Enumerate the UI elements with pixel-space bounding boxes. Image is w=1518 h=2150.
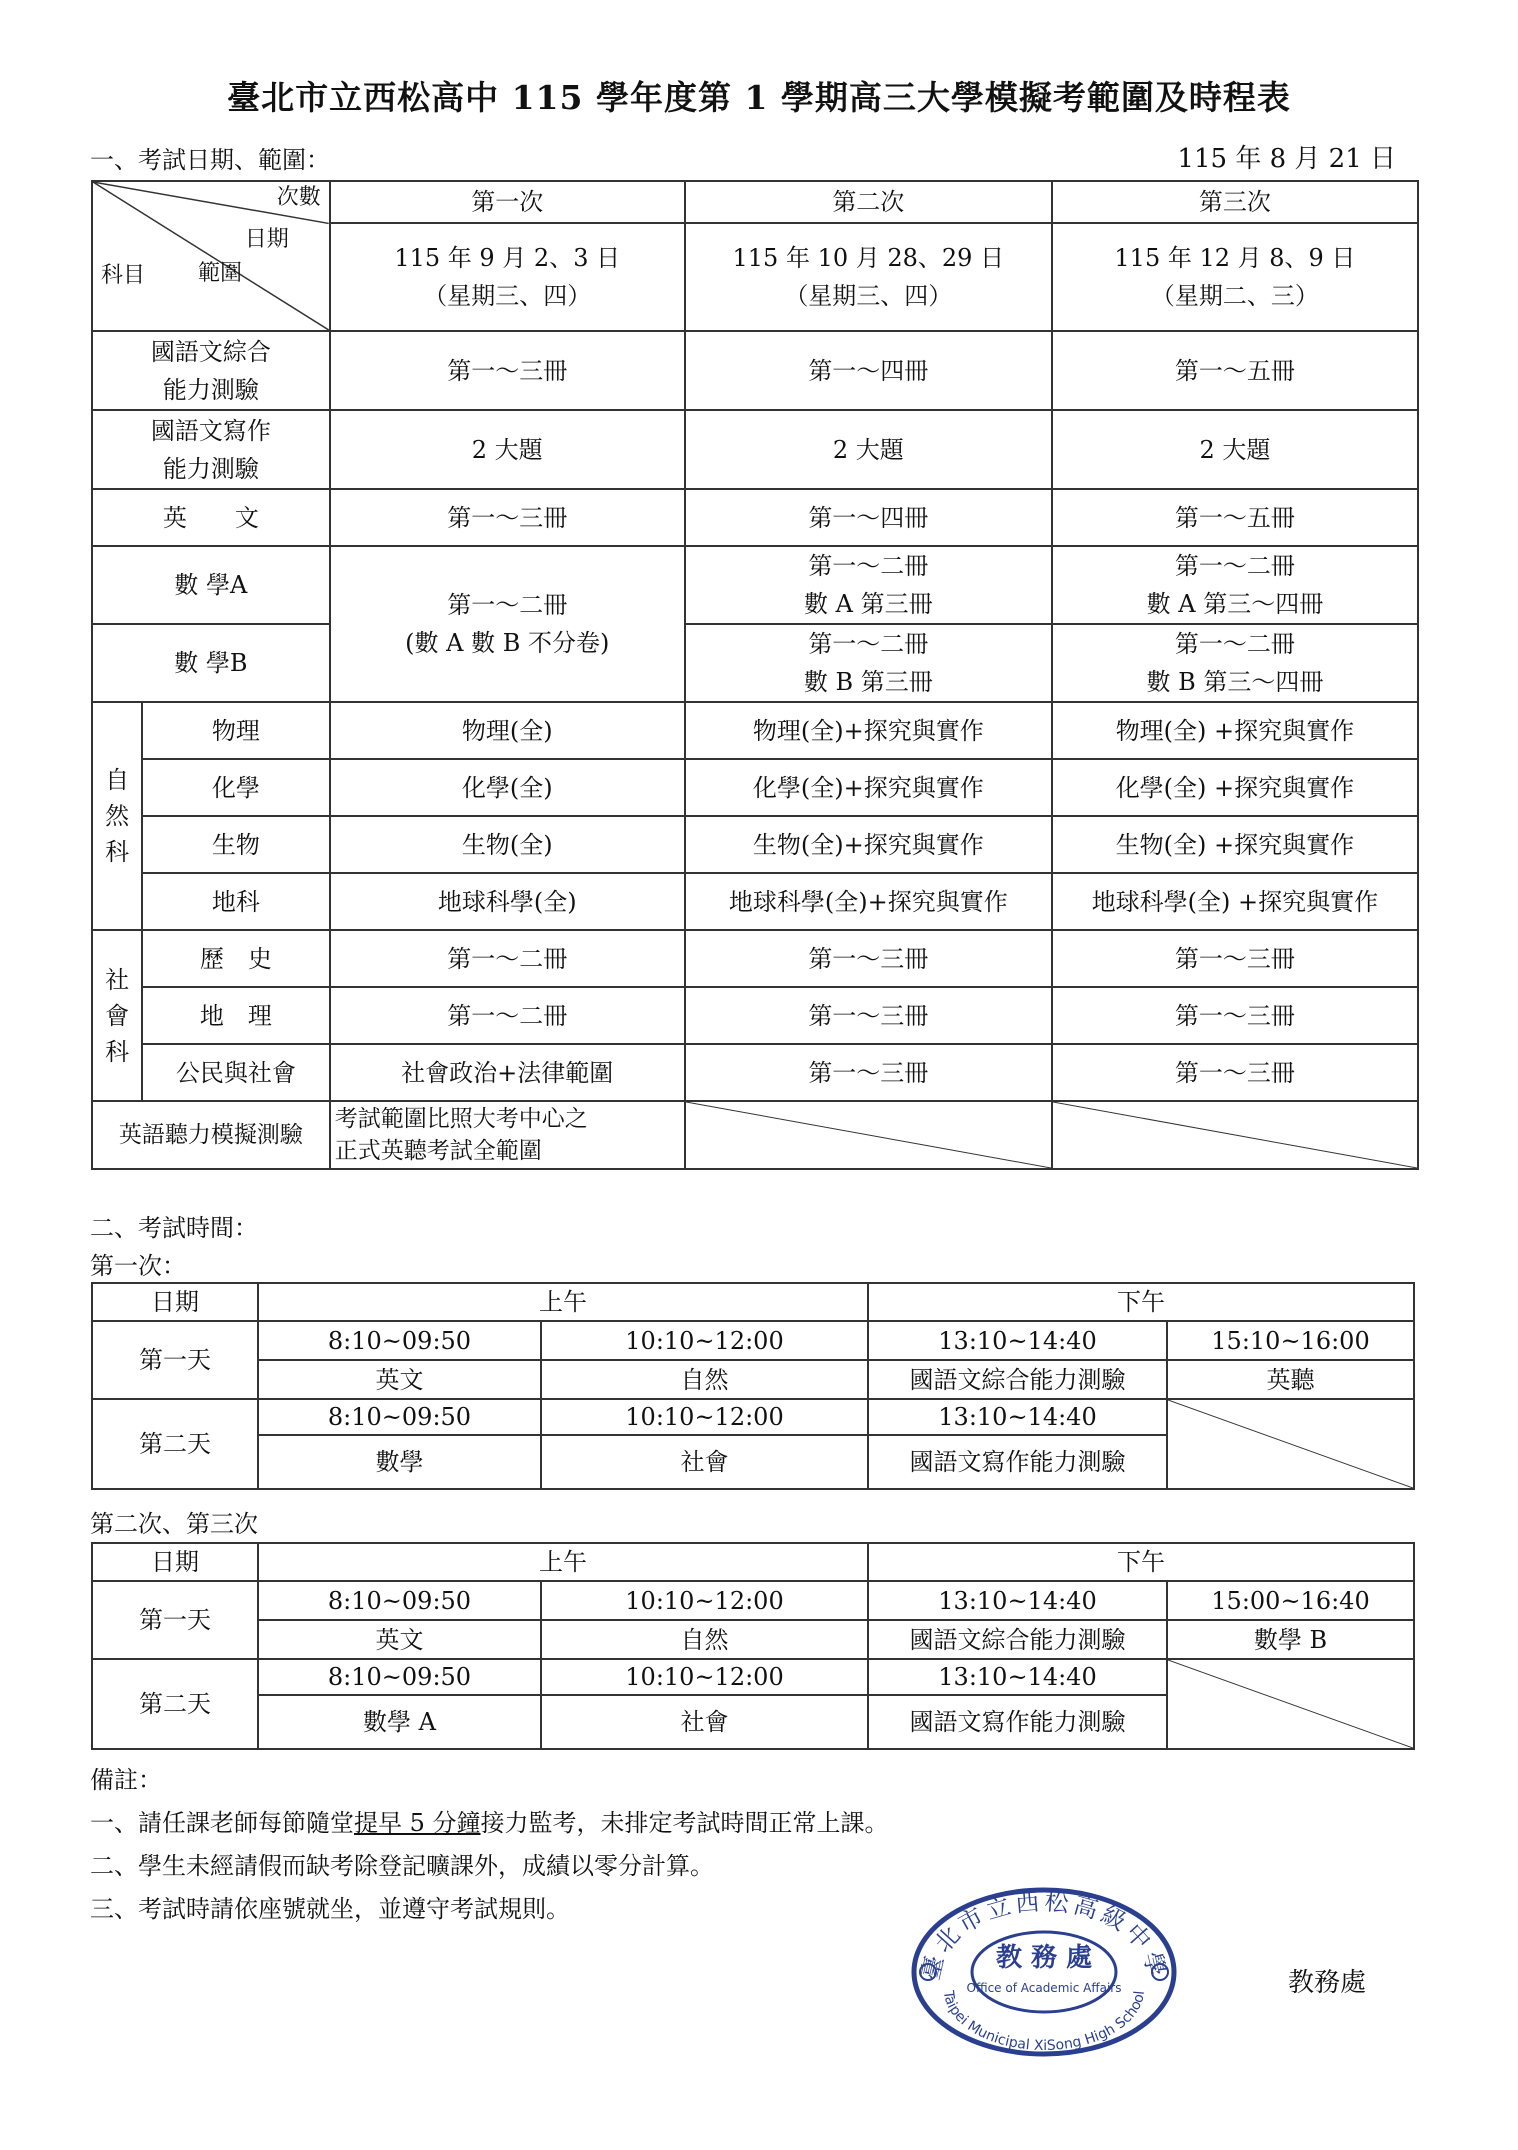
subject-cell: 英文 [258,1360,541,1399]
subject-cell: 社會 [541,1435,868,1489]
svg-text:教 務 處: 教 務 處 [995,1943,1093,1973]
range-cell: 2 大題 [685,410,1052,489]
day-label: 第二天 [92,1399,258,1489]
day-label: 第一天 [92,1321,258,1399]
schedule1-label: 第一次： [90,1252,186,1280]
subject-label: 數 學A [92,546,330,624]
note-3: 三、考試時請依座號就坐，並遵守考試規則。 [90,1895,570,1923]
range-cell: 第一～三冊 [1052,930,1418,987]
time-cell: 8:10~09:50 [258,1399,541,1435]
time-cell: 8:10~09:50 [258,1581,541,1620]
subject-label: 國語文寫作 能力測驗 [92,410,330,489]
corner-subject-label: 科目 [101,263,146,288]
svg-text:Taipei Municipal XiSong High S: Taipei Municipal XiSong High School [939,1989,1149,2055]
round-header: 第三次 [1052,181,1418,223]
subject-label: 歷 史 [142,930,330,987]
range-cell: 第一～二冊 [330,987,685,1044]
subject-cell: 數學 B [1167,1620,1414,1659]
time-cell: 15:10~16:00 [1167,1321,1414,1360]
col-header: 日期 [92,1283,258,1321]
subject-label: 公民與社會 [142,1044,330,1101]
range-cell: 第一～二冊 數 A 第三～四冊 [1052,546,1418,624]
time-cell: 10:10~12:00 [541,1399,868,1435]
subject-cell: 自然 [541,1620,868,1659]
science-group-label: 自 然 科 [92,702,142,930]
range-cell: 2 大題 [330,410,685,489]
empty-cell [1167,1659,1414,1749]
corner-times-label: 次數 [276,185,321,210]
range-cell: 第一～二冊 [330,930,685,987]
time-cell: 15:00~16:40 [1167,1581,1414,1620]
range-cell: 第一～三冊 [330,331,685,410]
range-cell: 第一～三冊 [685,1044,1052,1101]
subject-label: 英語聽力模擬測驗 [92,1101,330,1169]
corner-range-label: 範圍 [198,261,243,286]
day-label: 第一天 [92,1581,258,1659]
range-cell: 第一～四冊 [685,331,1052,410]
svg-text:Office of Academic Affairs: Office of Academic Affairs [966,1981,1122,1995]
range-cell: 化學(全)+探究與實作 [685,759,1052,816]
empty-cell [685,1101,1052,1169]
subject-cell: 自然 [541,1360,868,1399]
subject-cell: 英聽 [1167,1360,1414,1399]
round-date: 115 年 10 月 28、29 日 （星期三、四） [685,223,1052,331]
time-cell: 13:10~14:40 [868,1321,1167,1360]
range-cell: 生物(全) [330,816,685,873]
office-seal-stamp [910,1886,1178,2058]
range-cell: 考試範圍比照大考中心之 正式英聽考試全範圍 [330,1101,685,1169]
announcement-date: 115 年 8 月 21 日 [1177,144,1396,174]
subject-cell: 國語文綜合能力測驗 [868,1360,1167,1399]
corner-header [92,181,330,331]
signature-office: 教務處 [1288,1968,1367,1998]
range-cell: 生物(全) +探究與實作 [1052,816,1418,873]
subject-label: 地科 [142,873,330,930]
round-date: 115 年 9 月 2、3 日 （星期三、四） [330,223,685,331]
subject-cell: 英文 [258,1620,541,1659]
range-cell: 社會政治+法律範圍 [330,1044,685,1101]
subject-label: 生物 [142,816,330,873]
range-cell: 物理(全) +探究與實作 [1052,702,1418,759]
subject-label: 英 文 [92,489,330,546]
range-cell: 第一～二冊 數 B 第三～四冊 [1052,624,1418,702]
section2-label: 二、考試時間： [90,1214,258,1242]
subject-cell: 國語文綜合能力測驗 [868,1620,1167,1659]
range-cell: 地球科學(全) [330,873,685,930]
subject-cell: 國語文寫作能力測驗 [868,1435,1167,1489]
subject-cell: 國語文寫作能力測驗 [868,1695,1167,1749]
range-cell: 物理(全) [330,702,685,759]
range-cell: 第一～二冊 數 B 第三冊 [685,624,1052,702]
subject-label: 數 學B [92,624,330,702]
corner-date-label: 日期 [244,227,289,252]
time-cell: 8:10~09:50 [258,1321,541,1360]
subject-label: 物理 [142,702,330,759]
time-cell: 10:10~12:00 [541,1581,868,1620]
subject-cell: 數學 A [258,1695,541,1749]
subject-label: 化學 [142,759,330,816]
range-cell: 第一～三冊 [1052,1044,1418,1101]
col-header: 日期 [92,1543,258,1581]
section1-label: 一、考試日期、範圍： [90,146,330,174]
subject-label: 國語文綜合 能力測驗 [92,331,330,410]
range-cell: 2 大題 [1052,410,1418,489]
range-cell: 第一～五冊 [1052,331,1418,410]
col-header: 上午 [258,1283,868,1321]
range-cell: 第一～四冊 [685,489,1052,546]
range-cell: 地球科學(全)+探究與實作 [685,873,1052,930]
range-cell: 第一～三冊 [1052,987,1418,1044]
subject-label: 地 理 [142,987,330,1044]
time-cell: 10:10~12:00 [541,1321,868,1360]
range-cell: 生物(全)+探究與實作 [685,816,1052,873]
range-cell: 地球科學(全) +探究與實作 [1052,873,1418,930]
range-cell: 第一～二冊 數 A 第三冊 [685,546,1052,624]
note-2: 二、學生未經請假而缺考除登記曠課外，成績以零分計算。 [90,1852,714,1880]
time-cell: 10:10~12:00 [541,1659,868,1695]
range-cell: 第一～三冊 [685,987,1052,1044]
schedule-table-first [91,1282,1415,1490]
range-cell: 第一～二冊 (數 A 數 B 不分卷) [330,546,685,702]
round-header: 第一次 [330,181,685,223]
round-header: 第二次 [685,181,1052,223]
schedule2-label: 第二次、第三次 [90,1510,258,1538]
note-1: 一、請任課老師每節隨堂提早 5 分鐘接力監考，未排定考試時間正常上課。 [90,1809,889,1837]
range-cell: 化學(全) [330,759,685,816]
time-cell: 13:10~14:40 [868,1581,1167,1620]
social-group-label: 社 會 科 [92,930,142,1101]
svg-text:臺北市立西松高級中學: 臺北市立西松高級中學 [916,1887,1172,1983]
day-label: 第二天 [92,1659,258,1749]
range-cell: 物理(全)+探究與實作 [685,702,1052,759]
subject-cell: 社會 [541,1695,868,1749]
time-cell: 8:10~09:50 [258,1659,541,1695]
range-cell: 化學(全) +探究與實作 [1052,759,1418,816]
page-title: 臺北市立西松高中 115 學年度第 1 學期高三大學模擬考範圍及時程表 [227,78,1291,117]
empty-cell [1167,1399,1414,1489]
schedule-table-second-third [91,1542,1415,1750]
col-header: 下午 [868,1283,1414,1321]
subject-cell: 數學 [258,1435,541,1489]
col-header: 下午 [868,1543,1414,1581]
exam-range-table [91,180,1419,1170]
range-cell: 第一～五冊 [1052,489,1418,546]
time-cell: 13:10~14:40 [868,1399,1167,1435]
range-cell: 第一～三冊 [330,489,685,546]
empty-cell [1052,1101,1418,1169]
range-cell: 第一～三冊 [685,930,1052,987]
time-cell: 13:10~14:40 [868,1659,1167,1695]
col-header: 上午 [258,1543,868,1581]
round-date: 115 年 12 月 8、9 日 （星期二、三） [1052,223,1418,331]
notes-label: 備註： [90,1766,162,1794]
